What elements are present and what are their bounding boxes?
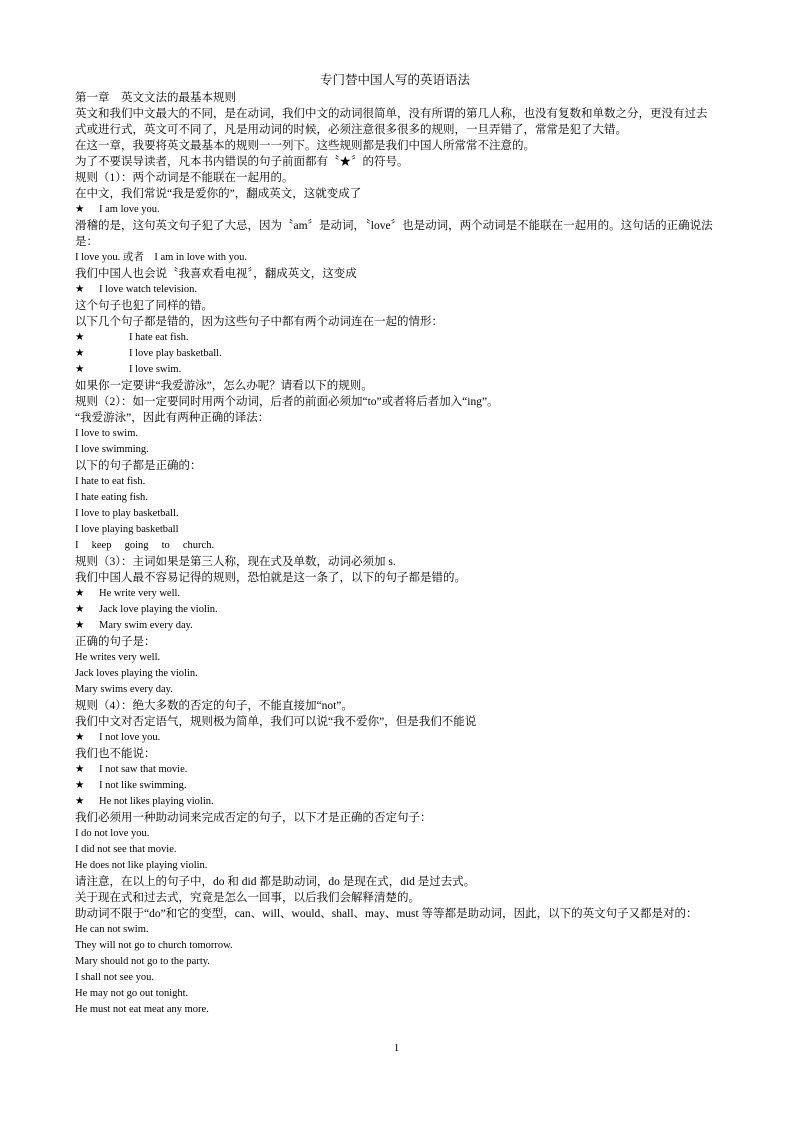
star-marker: ★ [75,332,85,343]
text-line [75,826,715,842]
line-text: 如果你一定要讲“我爱游泳”，怎么办呢？请看以下的规则。 [75,380,373,392]
line-text: I do not love you. [75,828,150,839]
text-line [75,538,715,554]
text-line [75,106,715,138]
star-marker: ★ [75,604,85,615]
text-line [75,970,715,986]
line-text: 规则（3）：主词如果是第三人称，现在式及单数，动词必须加 s. [75,556,396,568]
line-text: He write very well. [99,588,181,599]
wrong-example-line [75,730,715,746]
line-text: 规则（1）：两个动词是不能联在一起用的。 [75,172,294,184]
text-line [75,874,715,890]
line-text: I am love you. [99,204,160,215]
line-text: He does not like playing violin. [75,860,208,871]
text-line [75,1002,715,1018]
text-line [75,986,715,1002]
text-line [75,154,715,170]
text-line [75,634,715,650]
text-line [75,890,715,906]
line-text: I love playing basketball [75,524,179,535]
line-text: 第一章 英文文法的最基本规则 [75,92,236,104]
wrong-example-line [75,282,715,298]
text-line [75,842,715,858]
text-line [75,506,715,522]
wrong-example-line [75,602,715,618]
line-text: I love watch television. [99,284,197,295]
text-line [75,314,715,330]
wrong-example-line [75,330,715,346]
line-text: 我们中文对否定语气，规则极为简单，我们可以说“我不爱你”，但是我们不能说 [75,716,477,728]
text-line [75,378,715,394]
wrong-example-line [75,362,715,378]
wrong-example-line [75,586,715,602]
star-marker: ★ [75,732,85,743]
text-line [75,442,715,458]
text-line [75,186,715,202]
text-line [75,810,715,826]
star-marker: ★ [75,764,85,775]
line-text: I love to swim. [75,428,138,439]
line-text: 为了不要误导读者，凡本书内错误的句子前面都有〝★〞的符号。 [75,156,409,168]
text-line [75,250,715,266]
line-text: Jack love playing the violin. [99,604,218,615]
line-text: “我爱游泳”，因此有两种正确的译法： [75,412,270,424]
line-text: 我们中国人也会说〝我喜欢看电视〞，翻成英文，这变成 [75,268,357,280]
wrong-example-line [75,778,715,794]
star-marker: ★ [75,364,85,375]
text-line [75,522,715,538]
line-text: They will not go to church tomorrow. [75,940,233,951]
line-text: I not saw that movie. [99,764,188,775]
line-text: I keep going to church. [75,540,215,551]
text-line [75,554,715,570]
line-text: 滑稽的是，这句英文句子犯了大忌，因为〝am〞是动词，〝love〞也是动词，两个动词是不能联在一起用的。这句话的正确说法是： [75,220,713,248]
line-text: Mary swims every day. [75,684,173,695]
text-line [75,218,715,250]
line-text: He may not go out tonight. [75,988,189,999]
star-marker: ★ [75,348,85,359]
document-title: 专门替中国人写的英语语法 [319,73,470,87]
text-line [75,458,715,474]
text-line [75,490,715,506]
text-line [75,954,715,970]
line-text: 我们也不能说： [75,748,156,760]
line-text: Jack loves playing the violin. [75,668,198,679]
line-text: 请注意，在以上的句子中，do 和 did 都是助动词，do 是现在式，did 是过去式。 [75,876,476,888]
line-text: He writes very well. [75,652,161,663]
star-marker: ★ [75,620,85,631]
line-text: 我们中国人最不容易记得的规则，恐怕就是这一条了，以下的句子都是错的。 [75,572,466,584]
text-line [75,90,715,106]
wrong-example-line [75,794,715,810]
text-line [75,650,715,666]
line-text: 这个句子也犯了同样的错。 [75,300,213,312]
line-text: 以下几个句子都是错的，因为这些句子中都有两个动词连在一起的情形： [75,316,443,328]
text-lines [75,90,715,1018]
line-text: 关于现在式和过去式，究竟是怎么一回事，以后我们会解释清楚的。 [75,892,420,904]
star-marker: ★ [75,204,85,215]
text-line [75,394,715,410]
line-text: He not likes playing violin. [99,796,214,807]
text-line [75,682,715,698]
text-line [75,426,715,442]
line-text: He must not eat meat any more. [75,1004,209,1015]
line-text: I love play basketball. [129,348,222,359]
text-line [75,170,715,186]
line-text: 在中文，我们常说“我是爱你的”，翻成英文，这就变成了 [75,188,362,200]
text-line [75,906,715,922]
wrong-example-line [75,202,715,218]
line-text: 助动词不限于“do”和它的变型，can、will、would、shall、may、must 等等都是助动词，因此，以下的英文句子又都是对的： [75,908,698,920]
star-marker: ★ [75,796,85,807]
line-text: 在这一章，我要将英文最基本的规则一一列下。这些规则都是我们中国人所常常不注意的。 [75,140,535,152]
star-marker: ★ [75,780,85,791]
text-line [75,474,715,490]
text-line [75,666,715,682]
line-text: 英文和我们中文最大的不同，是在动词，我们中文的动词很简单，没有所谓的第几人称，也没有复数和单数之分，更没有过去式或进行式，英文可不同了，凡是用动词的时候，必须注意很多很多的规则，一旦弄错了，常常是犯了大错。 [75,108,708,136]
line-text: I not like swimming. [99,780,187,791]
line-text: 正确的句子是： [75,636,156,648]
text-line [75,698,715,714]
line-text: He can not swim. [75,924,149,935]
page-number: 1 [393,1042,400,1054]
wrong-example-line [75,618,715,634]
star-marker: ★ [75,284,85,295]
line-text: Mary swim every day. [99,620,193,631]
wrong-example-line [75,762,715,778]
line-text: 以下的句子都是正确的： [75,460,202,472]
text-line [75,922,715,938]
document-body [75,72,715,1018]
text-line [75,714,715,730]
line-text: Mary should not go to the party. [75,956,210,967]
line-text: I not love you. [99,732,161,743]
line-text: I did not see that movie. [75,844,177,855]
line-text: I hate to eat fish. [75,476,146,487]
text-line [75,298,715,314]
line-text: I shall not see you. [75,972,155,983]
line-text: I love to play basketball. [75,508,179,519]
text-line [75,138,715,154]
star-marker: ★ [75,588,85,599]
text-line [75,938,715,954]
line-text: 我们必须用一种助动词来完成否定的句子，以下才是正确的否定句子： [75,812,432,824]
line-text: I hate eating fish. [75,492,148,503]
text-line [75,570,715,586]
text-line [75,858,715,874]
line-text: I love you. 或者 I am in love with you. [75,252,248,263]
text-line [75,410,715,426]
line-text: 规则（4）：绝大多数的否定的句子，不能直接加“not”。 [75,700,353,712]
line-text: I love swim. [129,364,182,375]
line-text: 规则（2）：如一定要同时用两个动词，后者的前面必须加“to”或者将后者加入“ing”。 [75,396,499,408]
text-line [75,746,715,762]
line-text: I love swimming. [75,444,149,455]
text-line [75,266,715,282]
line-text: I hate eat fish. [129,332,189,343]
wrong-example-line [75,346,715,362]
